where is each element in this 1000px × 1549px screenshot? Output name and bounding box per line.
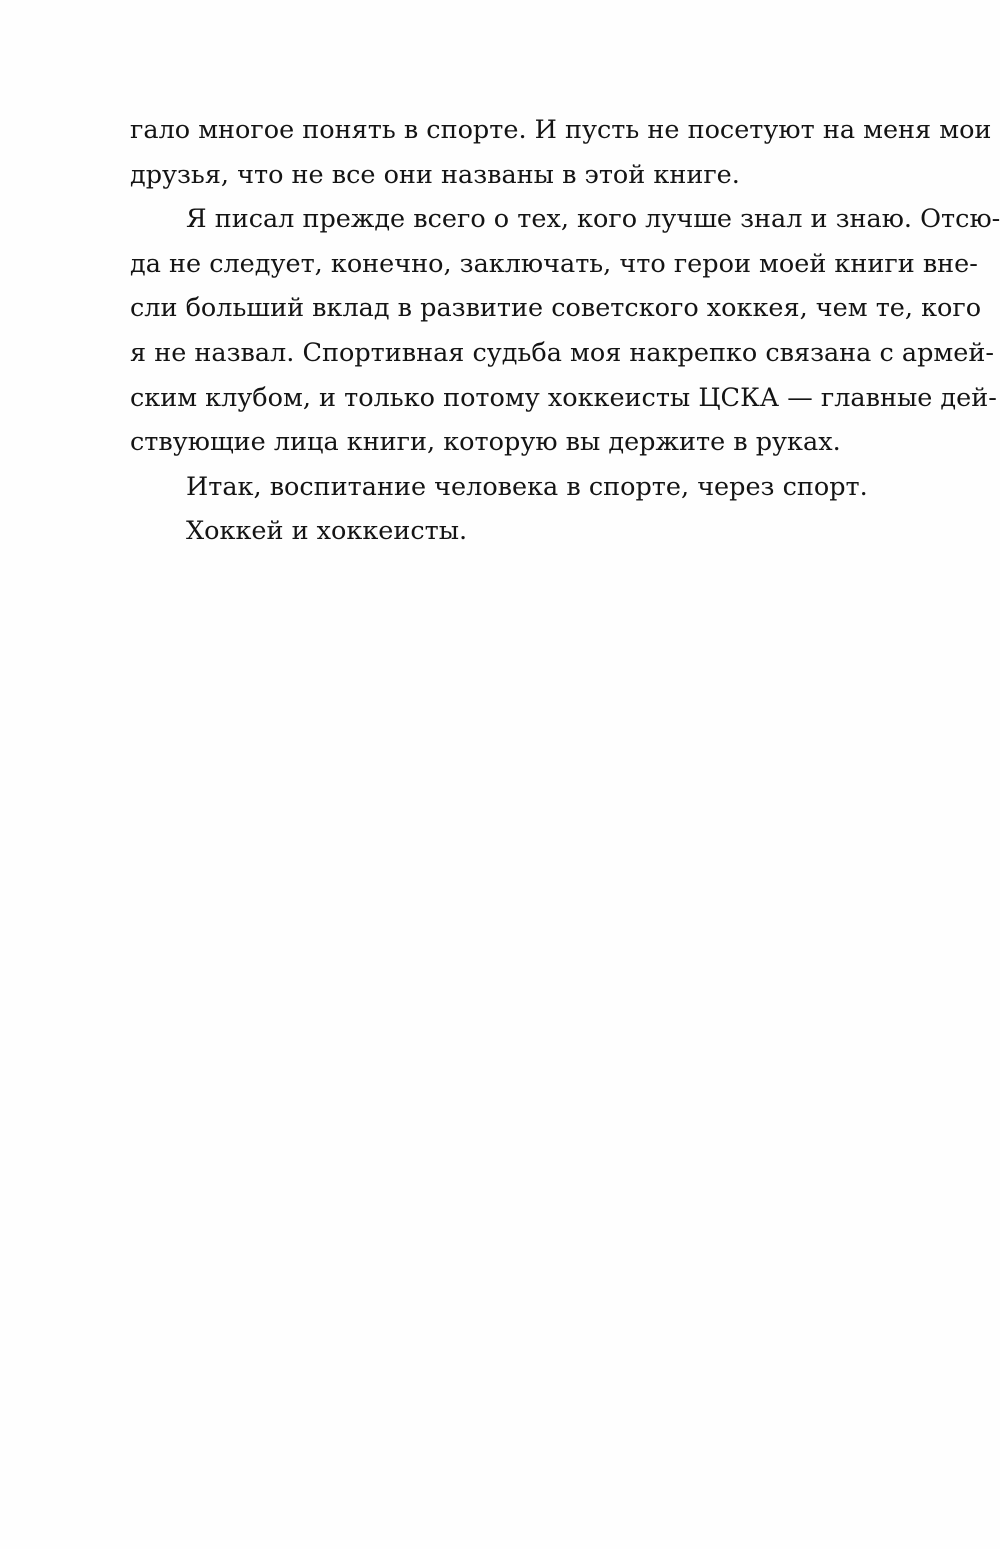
text-line-8: ствующие лица книги, которую вы держите в руках. [130,427,841,458]
text-line-3: Я писал прежде всего о тех, кого лучше знал и знаю. Отсю- [186,204,1000,235]
page-text [130,108,1000,554]
text-line-4: да не следует, конечно, заключать, что герои моей книги вне- [130,248,978,279]
text-line-10: Хоккей и хоккеисты. [186,516,468,547]
text-line-1: гало многое понять в спорте. И пусть не посетуют на меня мои [130,115,992,145]
text-line-6: я не назвал. Спортивная судьба моя накрепко связана с армей- [130,337,994,368]
text-line-2: друзья, что не все они названы в этой книге. [130,159,740,190]
text-line-9: Итак, воспитание человека в спорте, через спорт. [186,471,868,502]
text-line-7: ским клубом, и только потому хоккеисты ЦСКА — главные дей- [130,382,997,413]
text-line-5: сли больший вклад в развитие советского хоккея, чем те, кого [130,293,982,324]
